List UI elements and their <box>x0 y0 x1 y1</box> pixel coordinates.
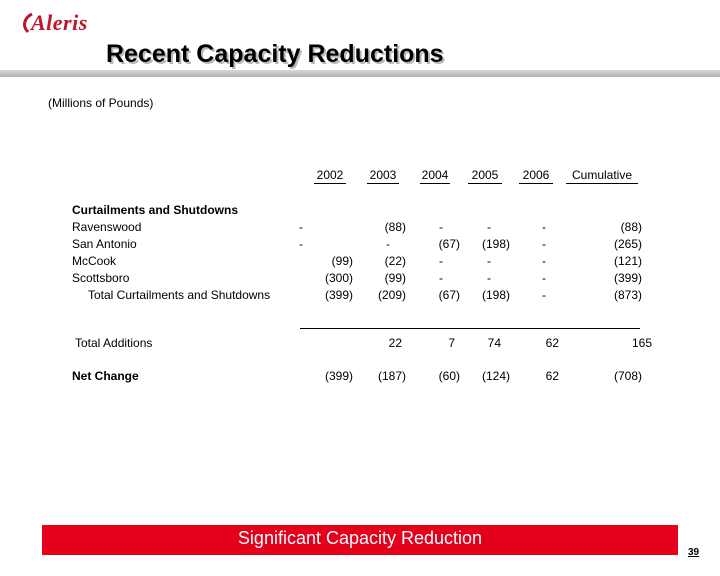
col-header-2005: 2005 <box>468 168 502 184</box>
table-cell: (300) <box>324 271 353 285</box>
table-cell: (399) <box>324 369 353 383</box>
row-label-total-additions: Total Additions <box>75 336 153 350</box>
table-cell: (399) <box>613 271 642 285</box>
section-heading: Curtailments and Shutdowns <box>72 203 239 217</box>
page-title: Recent Capacity Reductions <box>106 40 444 68</box>
table-cell: - <box>542 271 546 285</box>
table-cell: (60) <box>438 369 460 383</box>
col-header-2003: 2003 <box>367 168 399 184</box>
table-cell: (67) <box>438 237 460 251</box>
table-cell: - <box>487 271 491 285</box>
col-header-2002: 2002 <box>314 168 346 184</box>
table-cell: - <box>542 237 546 251</box>
table-cell: (198) <box>481 237 510 251</box>
row-label-scottsboro: Scottsboro <box>72 271 130 285</box>
table-cell: - <box>542 220 546 234</box>
table-cell: (88) <box>384 220 406 234</box>
table-cell: - <box>439 271 443 285</box>
table-cell: - <box>487 254 491 268</box>
title-divider <box>0 70 720 77</box>
table-cell: (399) <box>324 288 353 302</box>
table-cell: (99) <box>384 271 406 285</box>
table-cell: (121) <box>613 254 642 268</box>
table-cell: - <box>542 254 546 268</box>
table-cell: (88) <box>620 220 642 234</box>
table-cell: (873) <box>613 288 642 302</box>
logo-text: Aleris <box>31 10 88 35</box>
units-note: (Millions of Pounds) <box>48 96 154 110</box>
table-cell: - <box>439 254 443 268</box>
table-cell: (209) <box>377 288 406 302</box>
col-header-cumulative: Cumulative <box>566 168 638 184</box>
summary-banner-text: Significant Capacity Reduction <box>237 528 483 548</box>
table-cell: 165 <box>631 336 652 350</box>
table-cell: - <box>487 220 491 234</box>
table-cell: (708) <box>613 369 642 383</box>
table-cell: (67) <box>438 288 460 302</box>
col-header-2006: 2006 <box>519 168 553 184</box>
table-cell: 22 <box>388 336 402 350</box>
table-cell: (99) <box>331 254 353 268</box>
total-underline <box>300 328 640 329</box>
row-label-mccook: McCook <box>72 254 117 268</box>
col-header-2004: 2004 <box>421 168 449 182</box>
table-cell: - <box>439 220 443 234</box>
summary-banner <box>42 525 678 555</box>
row-label-ravenswood: Ravenswood <box>72 220 142 234</box>
table-cell: (265) <box>613 237 642 251</box>
table-cell: - <box>299 237 303 251</box>
table-cell: (124) <box>481 369 510 383</box>
row-label-total-curtailments: Total Curtailments and Shutdowns <box>88 288 271 302</box>
table-cell: 74 <box>487 336 501 350</box>
table-cell: (198) <box>481 288 510 302</box>
table-cell: 62 <box>545 369 559 383</box>
table-cell: 62 <box>545 336 559 350</box>
row-label-san-antonio: San Antonio <box>72 237 137 251</box>
page-number: 39 <box>688 547 700 558</box>
table-cell: (22) <box>384 254 406 268</box>
table-cell: - <box>542 288 546 302</box>
table-cell: (187) <box>377 369 406 383</box>
row-label-net-change: Net Change <box>72 369 139 383</box>
table-cell: 7 <box>448 336 455 350</box>
table-cell: - <box>299 220 303 234</box>
table-cell: - <box>386 237 390 251</box>
